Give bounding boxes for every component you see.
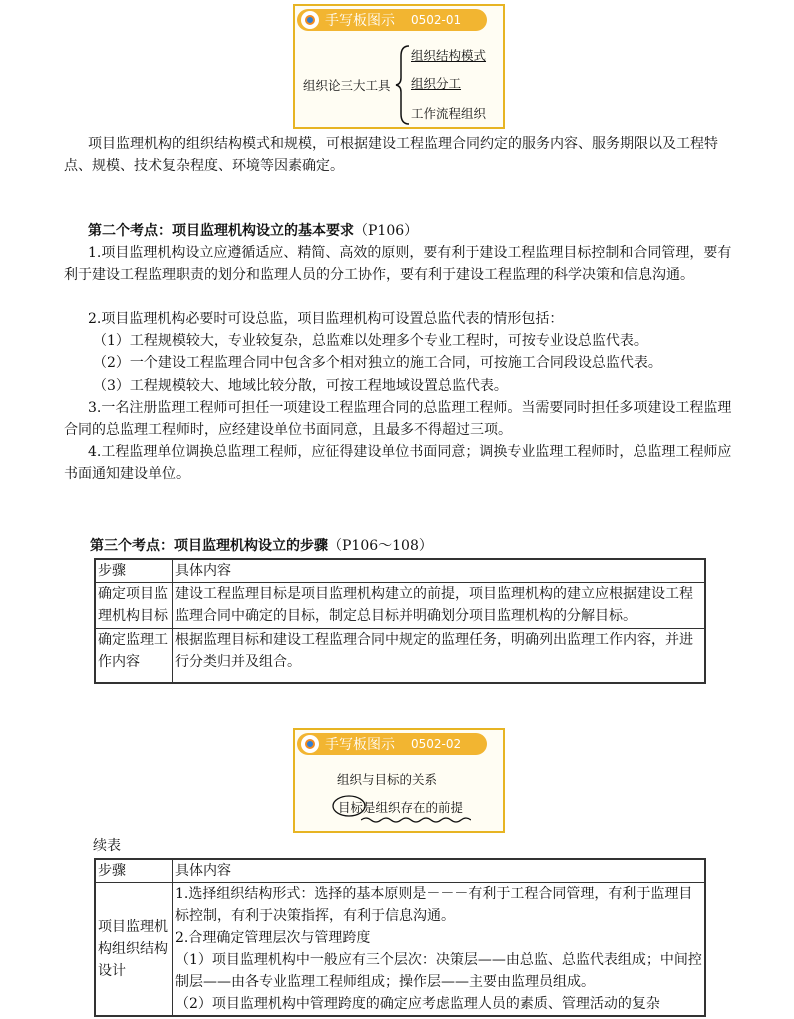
handwriting-card-2 bbox=[293, 728, 505, 833]
section2-item-3: （3）工程规模较大、地域比较分散，可按工程地域设置总监代表。 bbox=[93, 378, 508, 394]
section2-p1: 1.项目监理机构设立应遵循适应、精简、高效的原则，要有利于建设工程监理目标控制和合同管理，要有利于建设工程监理职责的划分和监理人员的分工协作，要有利于建设工程监理的科学决策和信息沟通。 bbox=[64, 245, 732, 283]
table-cell-content: 建设工程监理目标是项目监理机构建立的前提，项目监理机构的建立应根据建设工程监理合同中确定的目标，制定总目标并明确划分项目监理机构的分解目标。 bbox=[173, 583, 706, 629]
section2-ref: （P106） bbox=[354, 223, 419, 239]
table-row bbox=[95, 583, 705, 629]
section3-heading-text: 第三个考点：项目监理机构设立的步骤 bbox=[90, 538, 328, 554]
diagram-branch-1: 组织结构模式 bbox=[411, 48, 487, 63]
card-header bbox=[297, 733, 487, 755]
table-header-cell: 具体内容 bbox=[173, 859, 706, 883]
handwriting-card-1 bbox=[293, 4, 505, 129]
diagram-branch-2: 组织分工 bbox=[411, 76, 462, 91]
table-cell-content bbox=[173, 883, 706, 1017]
intro-paragraph: 项目监理机构的组织结构模式和规模，可根据建设工程监理合同约定的服务内容、服务期限以及工程特点、规模、技术复杂程度、环境等因素确定。 bbox=[64, 136, 718, 174]
wavy-underline-icon bbox=[361, 816, 471, 824]
table-header-row bbox=[95, 859, 705, 883]
card2-line-1: 组织与目标的关系 bbox=[337, 772, 438, 787]
table-cell-step: 确定监理工作内容 bbox=[95, 629, 173, 683]
content-line-1: 1.选择组织结构形式：选择的基本原则是－－－有利于工程合同管理，有利于监理目标控制，有利于决策指挥，有利于信息沟通。 bbox=[175, 886, 693, 924]
section2-heading bbox=[88, 220, 418, 242]
card-code: 0502-01 bbox=[411, 13, 462, 27]
table-row bbox=[95, 883, 705, 1017]
section3-heading bbox=[90, 535, 433, 557]
card2-line-2: 目标是组织存在的前提 bbox=[338, 800, 464, 815]
table-header-cell: 具体内容 bbox=[173, 559, 706, 583]
section2-p4: 4.工程监理单位调换总监理工程师，应征得建设单位书面同意；调换专业监理工程师时，总监理工程师应书面通知建设单位。 bbox=[64, 444, 732, 482]
card-code: 0502-02 bbox=[411, 737, 462, 751]
section2-p3: 3.一名注册监理工程师可担任一项建设工程监理合同的总监理工程师。当需要同时担任多项建设工程监理合同的总监理工程师时，应经建设单位书面同意，且最多不得超过三项。 bbox=[64, 400, 732, 438]
section2-item-2: （2）一个建设工程监理合同中包含多个相对独立的施工合同，可按施工合同段设总监代表。 bbox=[93, 355, 662, 371]
table-cell-step: 项目监理机构组织结构设计 bbox=[95, 883, 173, 1017]
table-header-cell: 步骤 bbox=[95, 859, 173, 883]
card-title: 手写板图示 bbox=[325, 737, 395, 753]
table-cell-content: 根据监理目标和建设工程监理合同中规定的监理任务，明确列出监理工作内容，并进行分类归并及组合。 bbox=[173, 629, 706, 683]
table-cell-step: 确定项目监理机构目标 bbox=[95, 583, 173, 629]
logo-icon bbox=[301, 735, 319, 753]
table-header-cell: 步骤 bbox=[95, 559, 173, 583]
diagram-root: 组织论三大工具 bbox=[303, 78, 391, 93]
section3-ref: （P106～108） bbox=[328, 538, 433, 554]
card-title: 手写板图示 bbox=[325, 13, 395, 29]
content-line-4: （2）项目监理机构中管理跨度的确定应考虑监理人员的素质、管理活动的复杂 bbox=[175, 996, 660, 1012]
steps-table-continued bbox=[94, 858, 706, 1017]
section2-p2: 2.项目监理机构必要时可设总监，项目监理机构可设置总监代表的情形包括： bbox=[88, 311, 564, 327]
table-row bbox=[95, 629, 705, 683]
content-line-2: 2.合理确定管理层次与管理跨度 bbox=[175, 930, 371, 946]
steps-table bbox=[94, 558, 706, 684]
continued-label: 续表 bbox=[93, 838, 121, 854]
brace-icon bbox=[395, 44, 411, 126]
card-header bbox=[297, 9, 487, 31]
logo-icon bbox=[301, 11, 319, 29]
content-line-3: （1）项目监理机构中一般应有三个层次：决策层——由总监、总监代表组成；中间控制层——由各专业监理工程师组成；操作层——主要由监理员组成。 bbox=[175, 952, 702, 990]
table-header-row bbox=[95, 559, 705, 583]
diagram-branch-3: 工作流程组织 bbox=[411, 106, 487, 121]
section2-heading-text: 第二个考点：项目监理机构设立的基本要求 bbox=[88, 223, 354, 239]
section2-item-1: （1）工程规模较大，专业较复杂，总监难以处理多个专业工程时，可按专业设总监代表。 bbox=[93, 333, 648, 349]
